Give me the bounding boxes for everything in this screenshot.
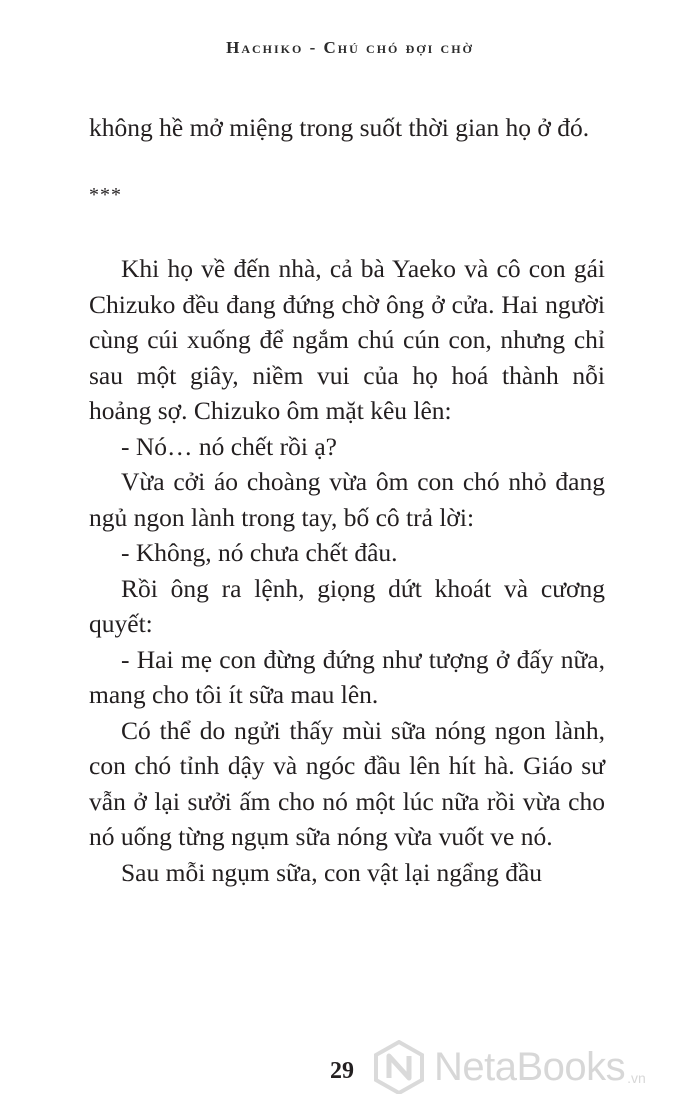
running-head: Hachiko - Chú chó đợi chờ <box>226 38 474 57</box>
paragraph: - Không, nó chưa chết đâu. <box>121 538 398 567</box>
paragraph: - Nó… nó chết rồi ạ? <box>121 431 337 461</box>
body-text <box>89 110 605 890</box>
paragraph: không hề mở miệng trong suốt thời gian họ ở đó. <box>89 113 590 142</box>
watermark <box>372 1040 646 1094</box>
section-separator: *** <box>89 183 122 206</box>
paragraph: Có thể do ngửi thấy mùi sữa nóng ngon lành, con chó tỉnh dậy và ngóc đầu lên hít hà. Giáo sư vẫn ở lại sưởi ấm cho nó một lúc nữa rồi vừa cho nó uống từng ngụm sữa nóng vừa vuốt ve nó. <box>89 715 605 851</box>
paragraph: Sau mỗi ngụm sữa, con vật lại ngẩng đầu <box>121 857 543 887</box>
paragraph: Khi họ về đến nhà, cả bà Yaeko và cô con gái Chizuko đều đang đứng chờ ông ở cửa. Hai người cùng cúi xuống để ngắm chú cún con, nhưng chỉ sau một giây, niềm vui của họ hoá thành nỗi hoảng sợ. Chizuko ôm mặt kêu lên: <box>89 254 605 425</box>
paragraph: - Hai mẹ con đừng đứng như tượng ở đấy nữa, mang cho tôi ít sữa mau lên. <box>89 644 605 709</box>
paragraph: Rồi ông ra lệnh, giọng dứt khoát và cương quyết: <box>89 573 605 638</box>
watermark-brand: NetaBooks <box>434 1044 626 1089</box>
page-number: 29 <box>330 1058 354 1084</box>
watermark-suffix: .vn <box>627 1070 646 1086</box>
netabooks-logo-icon <box>372 1040 426 1094</box>
paragraph: Vừa cởi áo choàng vừa ôm con chó nhỏ đang ngủ ngon lành trong tay, bố cô trả lời: <box>89 467 605 532</box>
